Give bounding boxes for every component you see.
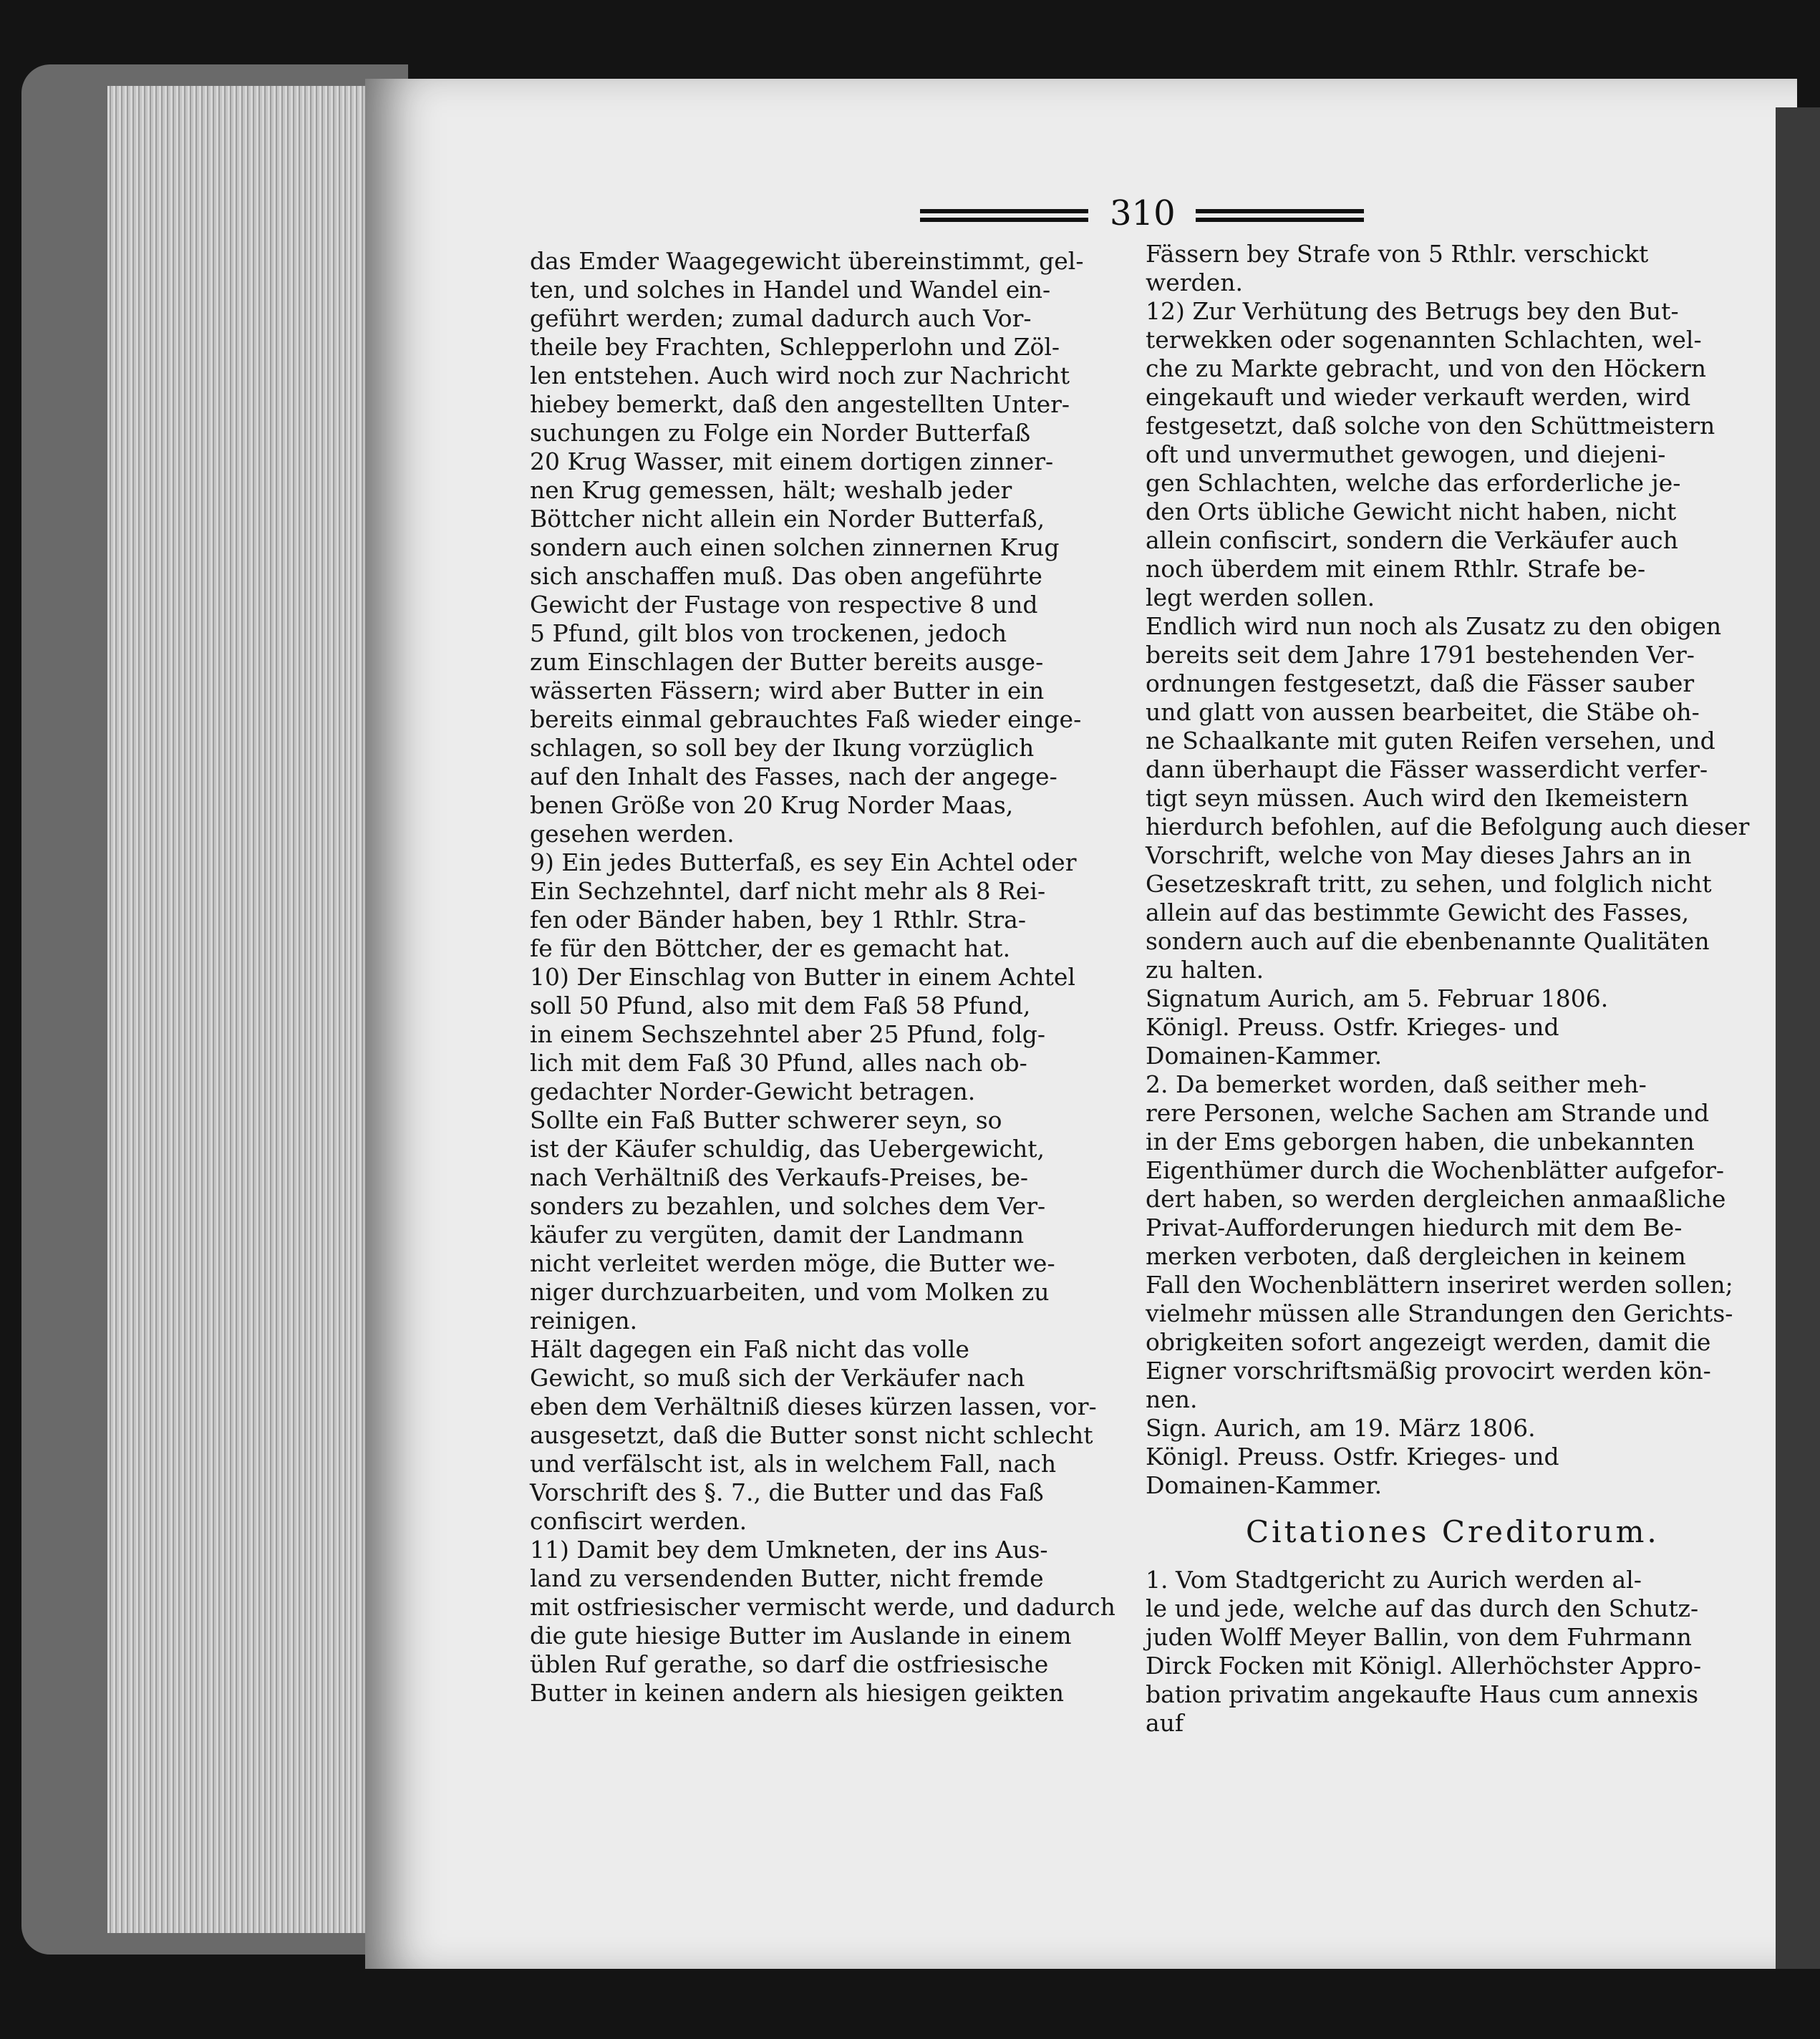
text-line: 1. Vom Stadtgericht zu Aurich werden al- xyxy=(1146,1566,1642,1594)
text-line: und verfälscht ist, als in welchem Fall, nach xyxy=(530,1450,1057,1478)
text-line: Domainen-Kammer. xyxy=(1146,1471,1383,1499)
text-line: noch überdem mit einem Rthlr. Strafe be- xyxy=(1146,555,1646,583)
section-heading: Citationes Creditorum. xyxy=(1246,1514,1660,1549)
text-line: soll 50 Pfund, also mit dem Faß 58 Pfund, xyxy=(530,992,1031,1020)
text-line: käufer zu vergüten, damit der Landmann xyxy=(530,1221,1025,1249)
right-text-column xyxy=(1146,240,1750,1738)
text-line: sondern auch auf die ebenbenannte Qualitäten xyxy=(1146,927,1710,955)
text-line: gedachter Norder-Gewicht betragen. xyxy=(530,1077,976,1105)
page-number: 310 xyxy=(1110,193,1176,233)
text-line: ne Schaalkante mit guten Reifen versehen, und xyxy=(1146,727,1715,755)
text-line: 11) Damit bey dem Umkneten, der ins Aus- xyxy=(530,1536,1048,1564)
text-line: sonders zu bezahlen, und solches dem Ver- xyxy=(530,1192,1046,1220)
text-line: Butter in keinen andern als hiesigen geikten xyxy=(530,1679,1064,1707)
text-line: le und jede, welche auf das durch den Schutz- xyxy=(1146,1594,1699,1622)
text-line: dann überhaupt die Fässer wasserdicht verfer- xyxy=(1146,755,1708,783)
text-line: eingekauft und wieder verkauft werden, wird xyxy=(1146,383,1691,411)
text-line: gesehen werden. xyxy=(530,820,735,848)
text-line: benen Größe von 20 Krug Norder Maas, xyxy=(530,791,1014,819)
text-line: hiebey bemerkt, daß den angestellten Unter- xyxy=(530,390,1070,418)
text-line: Eigner vorschriftsmäßig provocirt werden kön- xyxy=(1146,1357,1711,1385)
text-line: Hält dagegen ein Faß nicht das volle xyxy=(530,1335,969,1363)
right-column-bottom-text xyxy=(1146,1566,1747,1738)
text-line: in einem Sechszehntel aber 25 Pfund, folg- xyxy=(530,1020,1046,1048)
text-line: vielmehr müssen alle Strandungen den Gerichts- xyxy=(1146,1299,1733,1327)
text-line: 5 Pfund, gilt blos von trockenen, jedoch xyxy=(530,619,1007,647)
text-line: in der Ems geborgen haben, die unbekannten xyxy=(1146,1128,1695,1156)
text-line: festgesetzt, daß solche von den Schüttmeistern xyxy=(1146,412,1715,440)
text-line: ausgesetzt, daß die Butter sonst nicht schlecht xyxy=(530,1421,1093,1449)
text-line: Gewicht, so muß sich der Verkäufer nach xyxy=(530,1364,1025,1392)
text-line: allein confiscirt, sondern die Verkäufer auch xyxy=(1146,526,1678,554)
header-rule-right xyxy=(1196,209,1364,222)
text-line: 12) Zur Verhütung des Betrugs bey den But- xyxy=(1146,297,1679,325)
text-line: dert haben, so werden dergleichen anmaaßliche xyxy=(1146,1185,1726,1213)
text-line: merken verboten, daß dergleichen in keinem xyxy=(1146,1242,1686,1270)
text-line: mit ostfriesischer vermischt werde, und dadurch xyxy=(530,1593,1115,1621)
text-line: Eigenthümer durch die Wochenblätter aufgefor- xyxy=(1146,1156,1725,1184)
page-stack-edges xyxy=(107,86,408,1933)
text-line: fe für den Böttcher, der es gemacht hat. xyxy=(530,934,1011,962)
text-line: Böttcher nicht allein ein Norder Butterfaß, xyxy=(530,505,1045,533)
text-line: ordnungen festgesetzt, daß die Fässer sauber xyxy=(1146,669,1695,697)
text-line: gen Schlachten, welche das erforderliche je- xyxy=(1146,469,1681,497)
text-line: zum Einschlagen der Butter bereits ausge- xyxy=(530,648,1044,676)
text-line: Signatum Aurich, am 5. Februar 1806. xyxy=(1146,984,1609,1012)
text-line: schlagen, so soll bey der Ikung vorzüglich xyxy=(530,734,1035,762)
text-line: die gute hiesige Butter im Auslande in einem xyxy=(530,1622,1072,1650)
text-line: 2. Da bemerket worden, daß seither meh- xyxy=(1146,1070,1647,1098)
text-line: Fall den Wochenblättern inseriret werden sollen; xyxy=(1146,1271,1733,1299)
text-line: üblen Ruf gerathe, so darf die ostfriesische xyxy=(530,1650,1049,1678)
text-line: Königl. Preuss. Ostfr. Krieges- und xyxy=(1146,1443,1559,1471)
text-line: oft und unvermuthet gewogen, und diejeni- xyxy=(1146,440,1666,468)
text-line: terwekken oder sogenannten Schlachten, wel- xyxy=(1146,326,1702,354)
text-line: confiscirt werden. xyxy=(530,1507,747,1535)
text-line: Vorschrift, welche von May dieses Jahrs an in xyxy=(1146,841,1692,869)
text-line: hierdurch befohlen, auf die Befolgung auch dieser xyxy=(1146,813,1750,841)
text-line: bereits seit dem Jahre 1791 bestehenden Ver- xyxy=(1146,641,1695,669)
text-line: und glatt von aussen bearbeitet, die Stäbe oh- xyxy=(1146,698,1700,726)
text-line: land zu versendenden Butter, nicht fremde xyxy=(530,1564,1044,1592)
text-line: Dirck Focken mit Königl. Allerhöchster Appro- xyxy=(1146,1652,1702,1680)
text-line: Königl. Preuss. Ostfr. Krieges- und xyxy=(1146,1013,1559,1041)
text-line: obrigkeiten sofort angezeigt werden, damit die xyxy=(1146,1328,1711,1356)
text-line: Endlich wird nun noch als Zusatz zu den obigen xyxy=(1146,612,1722,640)
text-line: Gewicht der Fustage von respective 8 und xyxy=(530,591,1038,619)
text-line: lich mit dem Faß 30 Pfund, alles nach ob- xyxy=(530,1049,1027,1077)
text-line: tigt seyn müssen. Auch wird den Ikemeistern xyxy=(1146,784,1689,812)
text-line: legt werden sollen. xyxy=(1146,583,1375,611)
text-line: sich anschaffen muß. Das oben angeführte xyxy=(530,562,1042,590)
text-line: Sign. Aurich, am 19. März 1806. xyxy=(1146,1414,1536,1442)
text-line: Privat-Aufforderungen hiedurch mit dem Be- xyxy=(1146,1214,1683,1241)
text-line: Gesetzeskraft tritt, zu sehen, und folglich nicht xyxy=(1146,870,1712,898)
text-line: che zu Markte gebracht, und von den Höckern xyxy=(1146,354,1707,382)
text-line: Ein Sechzehntel, darf nicht mehr als 8 Rei- xyxy=(530,877,1046,905)
text-line: rere Personen, welche Sachen am Strande und xyxy=(1146,1099,1710,1127)
page-header xyxy=(909,193,1368,236)
text-line: niger durchzuarbeiten, und vom Molken zu xyxy=(530,1278,1050,1306)
text-line: Domainen-Kammer. xyxy=(1146,1042,1383,1070)
text-line: juden Wolff Meyer Ballin, von dem Fuhrmann xyxy=(1146,1623,1692,1651)
text-line: nen Krug gemessen, hält; weshalb jeder xyxy=(530,476,1012,504)
header-rule-left xyxy=(920,209,1088,222)
text-line: allein auf das bestimmte Gewicht des Fasses, xyxy=(1146,899,1690,926)
text-line: den Orts übliche Gewicht nicht haben, nicht xyxy=(1146,498,1677,526)
text-line: auf den Inhalt des Fasses, nach der angege- xyxy=(530,762,1057,790)
text-line: auf xyxy=(1146,1709,1184,1737)
text-line: geführt werden; zumal dadurch auch Vor- xyxy=(530,304,1032,332)
text-line: bation privatim angekaufte Haus cum annexis xyxy=(1146,1680,1699,1708)
text-line: suchungen zu Folge ein Norder Butterfaß xyxy=(530,419,1031,447)
text-line: 10) Der Einschlag von Butter in einem Achtel xyxy=(530,963,1075,991)
text-line: wässerten Fässern; wird aber Butter in ein xyxy=(530,677,1045,704)
text-line: nach Verhältniß des Verkaufs-Preises, be- xyxy=(530,1163,1028,1191)
text-line: werden. xyxy=(1146,268,1243,296)
text-line: Fässern bey Strafe von 5 Rthlr. verschickt xyxy=(1146,240,1649,268)
text-line: bereits einmal gebrauchtes Faß wieder einge- xyxy=(530,705,1082,733)
text-line: das Emder Waagegewicht übereinstimmt, gel- xyxy=(530,247,1084,275)
text-line: zu halten. xyxy=(1146,956,1264,984)
text-line: reinigen. xyxy=(530,1307,638,1335)
text-line: 20 Krug Wasser, mit einem dortigen zinner- xyxy=(530,447,1054,475)
text-line: eben dem Verhältniß dieses kürzen lassen, vor- xyxy=(530,1393,1097,1420)
text-line: sondern auch einen solchen zinnernen Krug xyxy=(530,533,1060,561)
right-background-edge xyxy=(1776,107,1820,1969)
text-line: theile bey Frachten, Schlepperlohn und Zöl- xyxy=(530,333,1060,361)
left-text-column xyxy=(530,247,1124,1708)
text-line: Vorschrift des §. 7., die Butter und das Faß xyxy=(530,1478,1044,1506)
text-line: Sollte ein Faß Butter schwerer seyn, so xyxy=(530,1106,1002,1134)
text-line: 9) Ein jedes Butterfaß, es sey Ein Achtel oder xyxy=(530,848,1077,876)
right-column-top-text xyxy=(1146,240,1750,1500)
text-line: len entstehen. Auch wird noch zur Nachricht xyxy=(530,362,1070,389)
text-line: ten, und solches in Handel und Wandel ein- xyxy=(530,276,1051,304)
text-line: nen. xyxy=(1146,1385,1198,1413)
text-line: nicht verleitet werden möge, die Butter we- xyxy=(530,1249,1055,1277)
text-line: fen oder Bänder haben, bey 1 Rthlr. Stra- xyxy=(530,906,1026,934)
text-line: ist der Käufer schuldig, das Uebergewicht, xyxy=(530,1135,1045,1163)
